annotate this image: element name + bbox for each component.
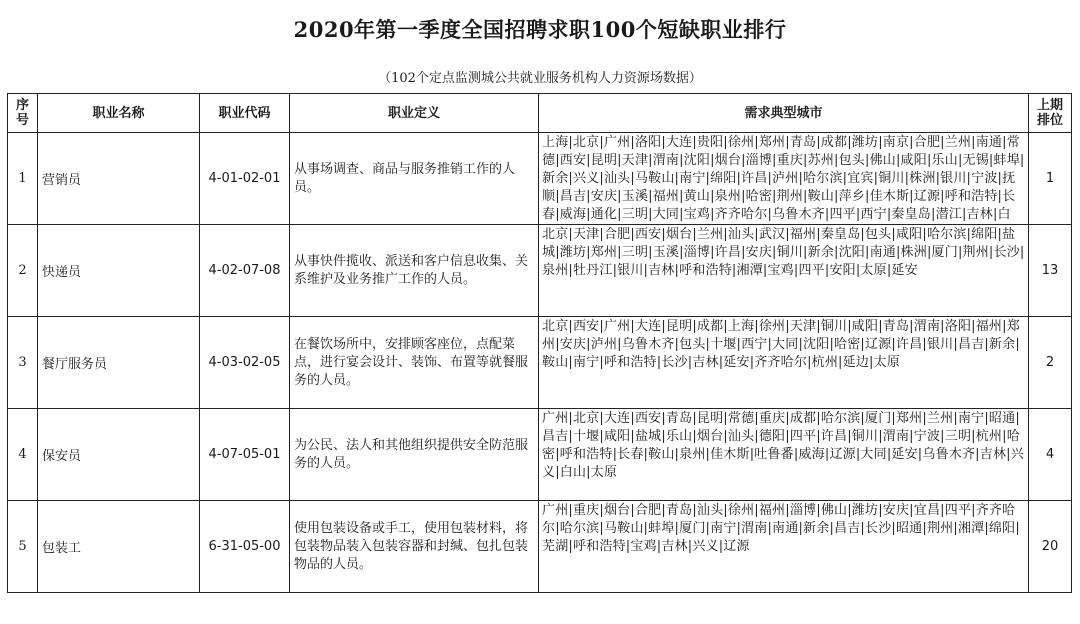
- row-seq: 3: [8, 317, 38, 409]
- row-typical-cities: [539, 225, 1029, 317]
- row-occupation-name: 包装工: [38, 501, 200, 593]
- row-occupation-code: 4-01-02-01: [200, 133, 290, 225]
- row-typical-cities: [539, 501, 1029, 593]
- table-header: [8, 94, 1072, 133]
- row-occupation-definition: 使用包装设备或手工，使用包装材料，将包装物品装入包装容器和封缄、包扎包装物品的人员。: [290, 501, 539, 593]
- occupation-ranking-table: [7, 93, 1072, 593]
- row-cities-text: 上海|北京|广州|洛阳|大连|贵阳|徐州|郑州|青岛|成都|潍坊|南京|合肥|兰州|南通|常德|西安|昆明|天津|渭南|沈阳|烟台|淄博|重庆|苏州|包头|佛山|咸阳|乐山|无锡|蚌埠|新余|兴义|汕头|马鞍山|南宁|绵阳|许昌|泸州|哈尔滨|宜宾|铜川|株洲|银川|宁波|抚顺|昌吉|安庆|玉溪|福州|黄山|泉州|哈密|荆州|鞍山|萍乡|佳木斯|辽源|呼和浩特|长春|威海|通化|三明|大同|宝鸡|齐齐哈尔|乌鲁木齐|四平|西宁|秦皇岛|潜江|吉林|白: [542, 135, 1025, 222]
- row-last-rank: 13: [1029, 225, 1072, 317]
- row-occupation-definition: 从事场调查、商品与服务推销工作的人员。: [290, 133, 539, 225]
- row-occupation-name: 保安员: [38, 409, 200, 501]
- row-occupation-code: 6-31-05-00: [200, 501, 290, 593]
- header-code: 职业代码: [200, 94, 290, 133]
- row-cities-text: 广州|重庆|烟台|合肥|青岛|汕头|徐州|福州|淄博|佛山|潍坊|安庆|宜昌|四平|齐齐哈尔|哈尔滨|马鞍山|蚌埠|厦门|南宁|渭南|南通|新余|昌吉|长沙|昭通|荆州|湘潭|绵阳|芜湖|呼和浩特|宝鸡|吉林|兴义|辽源: [542, 503, 1020, 554]
- row-occupation-code: 4-02-07-08: [200, 225, 290, 317]
- row-occupation-code: 4-07-05-01: [200, 409, 290, 501]
- row-cities-text: 北京|西安|广州|大连|昆明|成都|上海|徐州|天津|铜川|咸阳|青岛|渭南|洛阳|福州|郑州|安庆|泸州|乌鲁木齐|包头|十堰|西宁|大同|沈阳|哈密|辽源|许昌|银川|昌吉|新余|鞍山|南宁|呼和浩特|长沙|吉林|延安|齐齐哈尔|杭州|延边|太原: [542, 319, 1020, 370]
- row-occupation-code: 4-03-02-05: [200, 317, 290, 409]
- header-seq: 序号: [8, 94, 38, 133]
- table-row: [8, 317, 1072, 409]
- row-last-rank: 4: [1029, 409, 1072, 501]
- row-seq: 2: [8, 225, 38, 317]
- row-seq: 4: [8, 409, 38, 501]
- row-seq: 1: [8, 133, 38, 225]
- row-occupation-definition: 为公民、法人和其他组织提供安全防范服务的人员。: [290, 409, 539, 501]
- row-occupation-definition: 从事快件揽收、派送和客户信息收集、关系维护及业务推广工作的人员。: [290, 225, 539, 317]
- row-cities-text: 广州|北京|大连|西安|青岛|昆明|常德|重庆|成都|哈尔滨|厦门|郑州|兰州|南宁|昭通|昌吉|十堰|咸阳|盐城|乐山|烟台|汕头|德阳|四平|许昌|铜川|渭南|宁波|三明|杭州|哈密|呼和浩特|长春|鞍山|泉州|佳木斯|吐鲁番|威海|辽源|大同|延安|乌鲁木齐|吉林|兴义|白山|太原: [542, 411, 1024, 480]
- row-last-rank: 1: [1029, 133, 1072, 225]
- table-row: [8, 225, 1072, 317]
- row-occupation-definition: 在餐饮场所中，安排顾客座位，点配菜点，进行宴会设计、装饰、布置等就餐服务的人员。: [290, 317, 539, 409]
- table-row: [8, 409, 1072, 501]
- row-cities-text: 北京|天津|合肥|西安|烟台|兰州|汕头|武汉|福州|秦皇岛|包头|咸阳|哈尔滨|绵阳|盐城|潍坊|郑州|三明|玉溪|淄博|许昌|安庆|铜川|新余|沈阳|南通|株洲|厦门|荆州|长沙|泉州|牡丹江|银川|吉林|呼和浩特|湘潭|宝鸡|四平|安阳|太原|延安: [542, 227, 1025, 278]
- row-occupation-name: 快递员: [38, 225, 200, 317]
- header-last-rank: 上期排位: [1029, 94, 1072, 133]
- table-row: [8, 133, 1072, 225]
- table-body: [8, 133, 1072, 593]
- row-typical-cities: [539, 317, 1029, 409]
- row-typical-cities: [539, 409, 1029, 501]
- table-row: [8, 501, 1072, 593]
- row-last-rank: 2: [1029, 317, 1072, 409]
- header-definition: 职业定义: [290, 94, 539, 133]
- row-last-rank: 20: [1029, 501, 1072, 593]
- row-occupation-name: 餐厅服务员: [38, 317, 200, 409]
- row-occupation-name: 营销员: [38, 133, 200, 225]
- row-seq: 5: [8, 501, 38, 593]
- page-title: 2020年第一季度全国招聘求职100个短缺职业排行: [293, 17, 787, 42]
- header-row: [8, 94, 1072, 133]
- row-typical-cities: [539, 133, 1029, 225]
- header-name: 职业名称: [38, 94, 200, 133]
- page-subtitle: （102个定点监测城公共就业服务机构人力资源场数据）: [378, 71, 702, 86]
- header-cities: 需求典型城市: [539, 94, 1029, 133]
